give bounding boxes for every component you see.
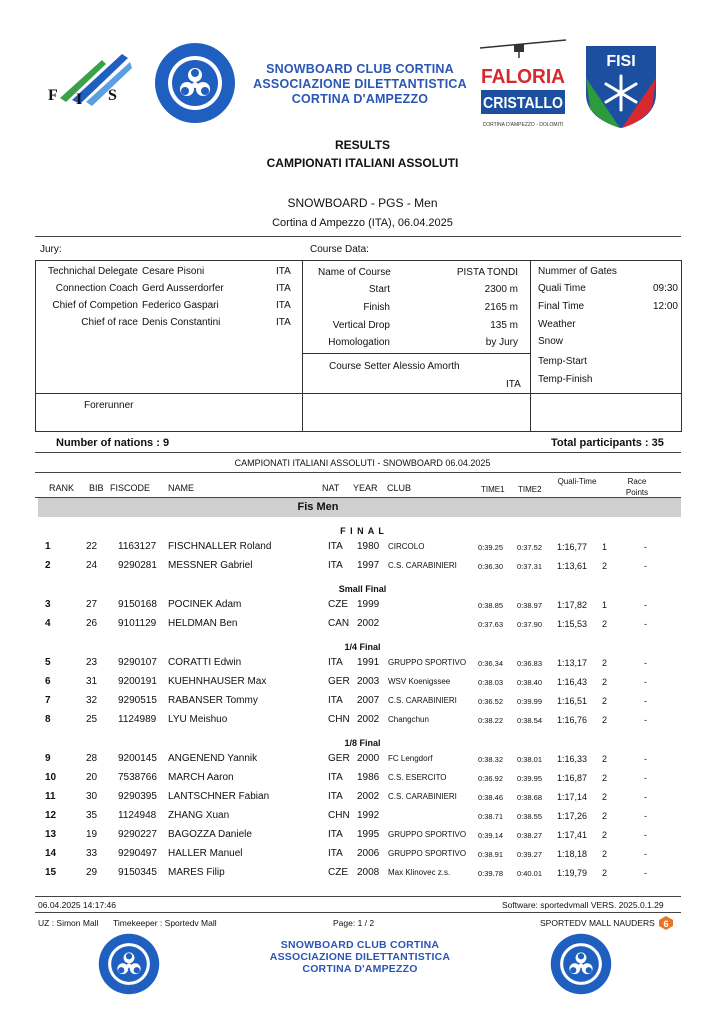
cell-code: 1163127 (118, 541, 157, 552)
cell-qp: 2 (602, 619, 608, 629)
table-row (0, 560, 725, 579)
cell-qp: 2 (602, 773, 608, 783)
divider (35, 912, 681, 913)
cell-club: C.S. CARABINIERI (388, 696, 457, 705)
jury-role: Chief of Competion (52, 300, 138, 311)
col-quali: Quali-Time (557, 477, 597, 486)
jury-row (42, 266, 291, 277)
cell-qp: 2 (602, 715, 608, 725)
jury-row (42, 283, 291, 294)
cell-t2: 0:37.90 (517, 620, 543, 629)
cell-name: BAGOZZA Daniele (168, 829, 252, 840)
fis-logo (42, 48, 132, 108)
cell-nat: CZE (328, 599, 348, 610)
cell-rank: 7 (45, 695, 51, 706)
cell-year: 1995 (357, 829, 380, 840)
cell-qp: 2 (602, 754, 608, 764)
cell-nat: ITA (328, 791, 343, 802)
cell-rank: 12 (45, 810, 57, 821)
table-row (0, 791, 725, 810)
cell-year: 2006 (357, 848, 380, 859)
cell-t2: 0:39.99 (517, 697, 543, 706)
cell-name: ZHANG Xuan (168, 810, 230, 821)
course-setter: Course Setter Alessio Amorth (329, 361, 460, 372)
jury-nat: ITA (276, 283, 291, 294)
cell-nat: ITA (328, 772, 343, 783)
cell-rp: - (644, 715, 647, 725)
cell-rank: 14 (45, 848, 57, 859)
club-seal-footer-right (550, 933, 612, 995)
table-row (0, 867, 725, 886)
cell-qp: 2 (602, 561, 608, 571)
cell-bib: 24 (86, 560, 98, 571)
cell-bib: 31 (86, 676, 98, 687)
cell-rp: - (644, 677, 647, 687)
cell-code: 9290281 (118, 560, 157, 571)
cell-nat: CZE (328, 867, 348, 878)
cell-club: WSV Koenigssee (388, 677, 451, 686)
svg-text:FISI: FISI (606, 53, 636, 70)
jury-name: Cesare Pisoni (142, 266, 205, 277)
cell-nat: ITA (328, 848, 343, 859)
cell-year: 2002 (357, 618, 380, 629)
cell-name: MESSNER Gabriel (168, 560, 253, 571)
course-key: Vertical Drop (332, 320, 390, 331)
cell-nat: ITA (328, 695, 343, 706)
cell-t2: 0:38.68 (517, 793, 543, 802)
cell-t1: 0:36.92 (478, 774, 504, 783)
info-value: 09:30 (652, 283, 678, 294)
cell-qp: 2 (602, 830, 608, 840)
cell-rp: - (644, 773, 647, 783)
cell-qp: 2 (602, 677, 608, 687)
page-number: Page: 1 / 2 (333, 918, 375, 928)
cell-name: ANGENEND Yannik (168, 753, 258, 764)
cell-t1: 0:39.14 (478, 831, 504, 840)
course-value: PISTA TONDI (456, 267, 518, 278)
cell-bib: 29 (86, 867, 98, 878)
cell-name: MARES Filip (168, 867, 225, 878)
cell-year: 2002 (357, 714, 380, 725)
info-key: Weather (538, 319, 576, 330)
cell-rp: - (644, 754, 647, 764)
cell-t2: 0:36.83 (517, 659, 543, 668)
table-row (0, 599, 725, 618)
cell-name: KUEHNHAUSER Max (168, 676, 267, 687)
cell-bib: 22 (86, 541, 98, 552)
phase-final: F I N A L (340, 526, 385, 536)
cell-nat: ITA (328, 829, 343, 840)
col-time2: TIME2 (518, 485, 542, 494)
cell-rank: 1 (45, 541, 51, 552)
cell-t1: 0:36.34 (478, 659, 504, 668)
cell-name: HALLER Manuel (168, 848, 243, 859)
cell-rp: - (644, 619, 647, 629)
table-row (0, 829, 725, 848)
cell-rank: 8 (45, 714, 51, 725)
cell-t2: 0:39.95 (517, 774, 543, 783)
cell-year: 2008 (357, 867, 380, 878)
cell-year: 1992 (357, 810, 380, 821)
table-row (0, 541, 725, 560)
jury-name: Federico Gaspari (142, 300, 219, 311)
cell-t2: 0:38.01 (517, 755, 543, 764)
cell-club: FC Lengdorf (388, 754, 433, 763)
cell-t1: 0:36.30 (478, 562, 504, 571)
info-key: Temp-Start (538, 356, 587, 367)
cell-nat: GER (328, 753, 350, 764)
cell-nat: CHN (328, 810, 350, 821)
cell-rank: 11 (45, 791, 56, 802)
club-seal-logo (155, 43, 235, 123)
cell-ql: 1:17,41 (557, 830, 588, 840)
cell-ql: 1:17,82 (557, 600, 588, 610)
cell-rank: 10 (45, 772, 57, 783)
cell-t1: 0:36.52 (478, 697, 504, 706)
cell-t1: 0:38.46 (478, 793, 504, 802)
info-key: Nummer of Gates (538, 266, 617, 277)
cell-bib: 35 (86, 810, 98, 821)
sportedv-icon (658, 915, 674, 931)
course-key: Homologation (328, 337, 390, 348)
jury-role: Chief of race (81, 317, 138, 328)
cell-qp: 1 (602, 542, 608, 552)
cell-ql: 1:16,87 (557, 773, 588, 783)
cell-bib: 26 (86, 618, 98, 629)
col-name: NAME (168, 483, 195, 493)
table-caption: CAMPIONATI ITALIANI ASSOLUTI - SNOWBOARD 06.04.2025 (234, 458, 491, 468)
cell-bib: 20 (86, 772, 98, 783)
cell-year: 2007 (357, 695, 380, 706)
participants-count: Total participants : 35 (551, 437, 664, 449)
cell-code: 9290227 (118, 829, 157, 840)
group-band (38, 498, 681, 517)
cell-qp: 1 (602, 600, 608, 610)
table-row (0, 848, 725, 867)
company: SPORTEDV MALL NAUDERS (540, 918, 655, 928)
club-name-footer: SNOWBOARD CLUB CORTINA ASSOCIAZIONE DILETTANTISTICA CORTINA D'AMPEZZO (269, 939, 451, 975)
cell-qp: 2 (602, 658, 608, 668)
jury-name: Denis Constantini (142, 317, 221, 328)
cell-rp: - (644, 600, 647, 610)
col-nat: NAT (322, 483, 340, 493)
cell-name: MARCH Aaron (168, 772, 234, 783)
cell-nat: CAN (328, 618, 350, 629)
place-date: Cortina d Ampezzo (ITA), 06.04.2025 (272, 217, 453, 229)
cell-rp: - (644, 868, 647, 878)
cell-rank: 6 (45, 676, 51, 687)
faloria-cristallo-logo (478, 38, 568, 133)
jury-name: Gerd Ausserdorfer (142, 283, 224, 294)
cell-ql: 1:16,33 (557, 754, 588, 764)
cell-nat: CHN (328, 714, 350, 725)
cell-code: 9200191 (118, 676, 157, 687)
table-row (0, 772, 725, 791)
course-value: by Jury (485, 337, 518, 348)
cell-name: CORATTI Edwin (168, 657, 242, 668)
info-key: Quali Time (538, 283, 586, 294)
cell-name: HELDMAN Ben (168, 618, 238, 629)
cell-bib: 23 (86, 657, 98, 668)
course-data-label: Course Data: (310, 244, 369, 255)
course-key: Name of Course (318, 267, 391, 278)
course-value: 135 m (490, 320, 518, 331)
cell-bib: 32 (86, 695, 98, 706)
cell-nat: ITA (328, 560, 343, 571)
col-rank: RANK (49, 483, 75, 493)
cell-rank: 5 (45, 657, 51, 668)
jury-nat: ITA (276, 317, 291, 328)
svg-text:CRISTALLO: CRISTALLO (483, 95, 563, 112)
cell-ql: 1:16,51 (557, 696, 588, 706)
cell-code: 9150345 (118, 867, 157, 878)
phase-small-final: Small Final (338, 584, 387, 594)
cell-t1: 0:37.63 (478, 620, 504, 629)
cell-code: 9290497 (118, 848, 157, 859)
cell-year: 2002 (357, 791, 380, 802)
cell-ql: 1:16,77 (557, 542, 588, 552)
cell-t1: 0:38.22 (478, 716, 504, 725)
table-row (0, 810, 725, 829)
info-key: Snow (538, 336, 564, 347)
svg-text:F: F (48, 87, 58, 104)
table-row (0, 618, 725, 637)
course-key: Finish (363, 302, 390, 313)
cell-qp: 2 (602, 868, 608, 878)
info-key: Final Time (538, 301, 585, 312)
cell-ql: 1:16,76 (557, 715, 588, 725)
divider (302, 260, 303, 432)
col-club: CLUB (387, 483, 412, 493)
cell-t1: 0:38.71 (478, 812, 504, 821)
info-value: 12:00 (652, 301, 678, 312)
cell-t1: 0:38.91 (478, 850, 504, 859)
col-points: Race Points (625, 477, 649, 497)
cell-ql: 1:19,79 (557, 868, 588, 878)
cell-year: 2000 (357, 753, 380, 764)
cell-year: 2003 (357, 676, 380, 687)
fisi-logo (580, 38, 662, 130)
cell-t2: 0:38.97 (517, 601, 543, 610)
table-row (0, 676, 725, 695)
cell-club: C.S. CARABINIERI (388, 792, 457, 801)
svg-text:I: I (76, 91, 83, 108)
discipline-title: SNOWBOARD - PGS - Men (287, 196, 438, 210)
cell-ql: 1:16,43 (557, 677, 588, 687)
cell-t2: 0:38.54 (517, 716, 543, 725)
software: Software: sportedvmall VERS. 2025.0.1.29 (502, 900, 664, 910)
cell-rp: - (644, 830, 647, 840)
jury-nat: ITA (276, 266, 291, 277)
jury-row (42, 317, 291, 328)
cell-code: 9290107 (118, 657, 157, 668)
svg-text:FALORIA: FALORIA (481, 66, 565, 88)
jury-nat: ITA (276, 300, 291, 311)
timestamp: 06.04.2025 14:17:46 (38, 900, 116, 910)
cell-club: C.S. ESERCITO (388, 773, 447, 782)
table-row (0, 695, 725, 714)
cell-club: GRUPPO SPORTIVO (388, 658, 467, 667)
cell-t1: 0:38.03 (478, 678, 504, 687)
cell-club: C.S. CARABINIERI (388, 561, 457, 570)
cell-year: 1986 (357, 772, 380, 783)
cell-year: 1999 (357, 599, 380, 610)
divider (36, 393, 530, 394)
cell-nat: ITA (328, 657, 343, 668)
cell-nat: GER (328, 676, 350, 687)
cell-ql: 1:17,26 (557, 811, 588, 821)
cell-t2: 0:40.01 (517, 869, 543, 878)
cell-bib: 33 (86, 848, 98, 859)
phase-quarter-final: 1/4 Final (344, 642, 381, 652)
course-setter-nat: ITA (506, 379, 521, 390)
course-key: Start (368, 284, 390, 295)
cell-club: CIRCOLO (388, 542, 425, 551)
col-time1: TIME1 (481, 485, 505, 494)
cell-bib: 19 (86, 829, 98, 840)
course-value: 2300 m (484, 284, 518, 295)
cell-qp: 2 (602, 811, 608, 821)
cell-rp: - (644, 658, 647, 668)
cell-year: 1997 (357, 560, 380, 571)
cell-code: 1124989 (118, 714, 157, 725)
cell-code: 9101129 (118, 618, 157, 629)
table-row (0, 753, 725, 772)
col-fiscode: FISCODE (110, 483, 151, 493)
cell-t2: 0:38.55 (517, 812, 543, 821)
cell-ql: 1:13,17 (557, 658, 588, 668)
cell-ql: 1:15,53 (557, 619, 588, 629)
cell-code: 1124948 (118, 810, 157, 821)
cell-code: 7538766 (118, 772, 157, 783)
course-value: 2165 m (484, 302, 518, 313)
svg-text:6: 6 (663, 919, 669, 929)
cell-code: 9290515 (118, 695, 157, 706)
cell-rank: 9 (45, 753, 51, 764)
svg-text:CORTINA D'AMPEZZO - DOLOMITI: CORTINA D'AMPEZZO - DOLOMITI (482, 122, 564, 128)
cell-name: RABANSER Tommy (168, 695, 258, 706)
divider (35, 472, 681, 473)
cell-bib: 28 (86, 753, 98, 764)
cell-ql: 1:17,14 (557, 792, 588, 802)
cell-rank: 3 (45, 599, 51, 610)
cell-year: 1991 (357, 657, 380, 668)
cell-t1: 0:39.25 (478, 543, 504, 552)
cell-rp: - (644, 811, 647, 821)
divider (531, 393, 681, 394)
cell-club: GRUPPO SPORTIVO (388, 849, 467, 858)
divider (35, 236, 681, 237)
cell-name: FISCHNALLER Roland (168, 541, 272, 552)
cell-t2: 0:37.52 (517, 543, 543, 552)
col-bib: BIB (89, 483, 104, 493)
cell-name: POCINEK Adam (168, 599, 242, 610)
info-key: Temp-Finish (538, 374, 593, 385)
cell-year: 1980 (357, 541, 380, 552)
cell-t1: 0:38.85 (478, 601, 504, 610)
timekeeper: Timekeeper : Sportedv Mall (113, 918, 217, 928)
divider (35, 896, 681, 897)
cell-club: Max Klinovec z.s. (388, 868, 451, 877)
cell-rp: - (644, 696, 647, 706)
cell-rank: 4 (45, 618, 51, 629)
uz: UZ : Simon Mall (38, 918, 99, 928)
jury-label: Jury: (40, 244, 62, 255)
col-year: YEAR (353, 483, 378, 493)
cell-t2: 0:39.27 (517, 850, 543, 859)
cell-qp: 2 (602, 792, 608, 802)
forerunner-label: Forerunner (84, 400, 134, 411)
cell-code: 9200145 (118, 753, 157, 764)
cell-rp: - (644, 561, 647, 571)
cell-t2: 0:38.40 (517, 678, 543, 687)
cell-name: LANTSCHNER Fabian (168, 791, 270, 802)
jury-role: Technichal Delegate (47, 266, 138, 277)
cell-code: 9290395 (118, 791, 157, 802)
phase-eighth-final: 1/8 Final (344, 738, 381, 748)
cell-rank: 13 (45, 829, 57, 840)
group-title: Fis Men (297, 501, 339, 513)
table-row (0, 657, 725, 676)
cell-rp: - (644, 792, 647, 802)
cell-name: LYU Meishuo (168, 714, 228, 725)
cell-bib: 25 (86, 714, 98, 725)
jury-role: Connection Coach (55, 283, 138, 294)
cell-club: GRUPPO SPORTIVO (388, 830, 467, 839)
cell-nat: ITA (328, 541, 343, 552)
nations-count: Number of nations : 9 (56, 437, 170, 449)
event-title: CAMPIONATI ITALIANI ASSOLUTI (266, 156, 459, 170)
cell-rank: 15 (45, 867, 57, 878)
cell-ql: 1:13,61 (557, 561, 588, 571)
cell-rp: - (644, 542, 647, 552)
divider (530, 260, 531, 432)
cell-qp: 2 (602, 696, 608, 706)
cell-ql: 1:18,18 (557, 849, 588, 859)
table-row (0, 714, 725, 733)
results-title: RESULTS (334, 138, 391, 152)
svg-text:S: S (108, 87, 117, 104)
cell-rank: 2 (45, 560, 51, 571)
divider (303, 353, 530, 354)
cell-t2: 0:37.31 (517, 562, 543, 571)
club-name-header: SNOWBOARD CLUB CORTINA ASSOCIAZIONE DILETTANTISTICA CORTINA D'AMPEZZO (253, 62, 467, 106)
cell-code: 9150168 (118, 599, 157, 610)
divider (35, 452, 681, 453)
cell-rp: - (644, 849, 647, 859)
club-seal-footer-left (98, 933, 160, 995)
cell-club: Changchun (388, 715, 429, 724)
cell-t2: 0:38.27 (517, 831, 543, 840)
cell-qp: 2 (602, 849, 608, 859)
jury-row (42, 300, 291, 311)
cell-t1: 0:39.78 (478, 869, 504, 878)
cell-bib: 27 (86, 599, 98, 610)
cell-bib: 30 (86, 791, 98, 802)
cell-t1: 0:38.32 (478, 755, 504, 764)
